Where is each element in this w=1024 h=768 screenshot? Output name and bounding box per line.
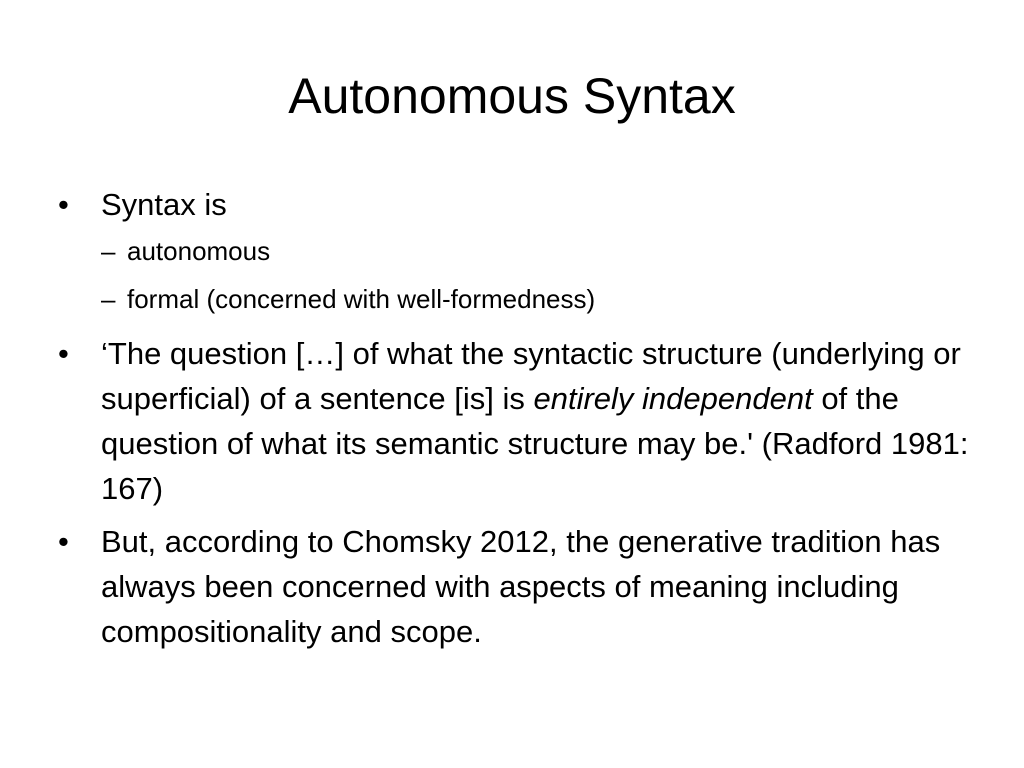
bullet-list <box>58 182 978 654</box>
sub-bullet-list <box>101 227 978 323</box>
bullet-item-chomsky <box>58 519 978 654</box>
quote-text-before: ‘The question […] of what the syntactic structure (underlying or superficial) of a sentence [is] is <box>101 336 961 416</box>
bullet-icon: • <box>58 524 69 559</box>
dash-icon: – <box>101 284 116 314</box>
quote-emphasis: entirely independent <box>533 381 813 416</box>
quote-text-after: of the question of what its semantic structure may be.' (Radford 1981: 167) <box>101 381 969 506</box>
slide-title: Autonomous Syntax <box>288 68 736 124</box>
dash-icon: – <box>101 236 116 266</box>
bullet-item-syntax-is <box>58 182 978 323</box>
slide-body <box>58 182 978 662</box>
bullet-text: But, according to Chomsky 2012, the generative tradition has always been concerned with aspects of meaning including compositionality and scope. <box>101 524 941 649</box>
sub-bullet-item <box>101 227 978 275</box>
sub-bullet-text: formal (concerned with well-formedness) <box>127 284 596 314</box>
bullet-item-quote <box>58 331 978 511</box>
bullet-icon: • <box>58 187 69 222</box>
bullet-icon: • <box>58 336 69 371</box>
sub-bullet-text: autonomous <box>127 236 271 266</box>
bullet-text: Syntax is <box>101 187 227 222</box>
sub-bullet-item <box>101 275 978 323</box>
